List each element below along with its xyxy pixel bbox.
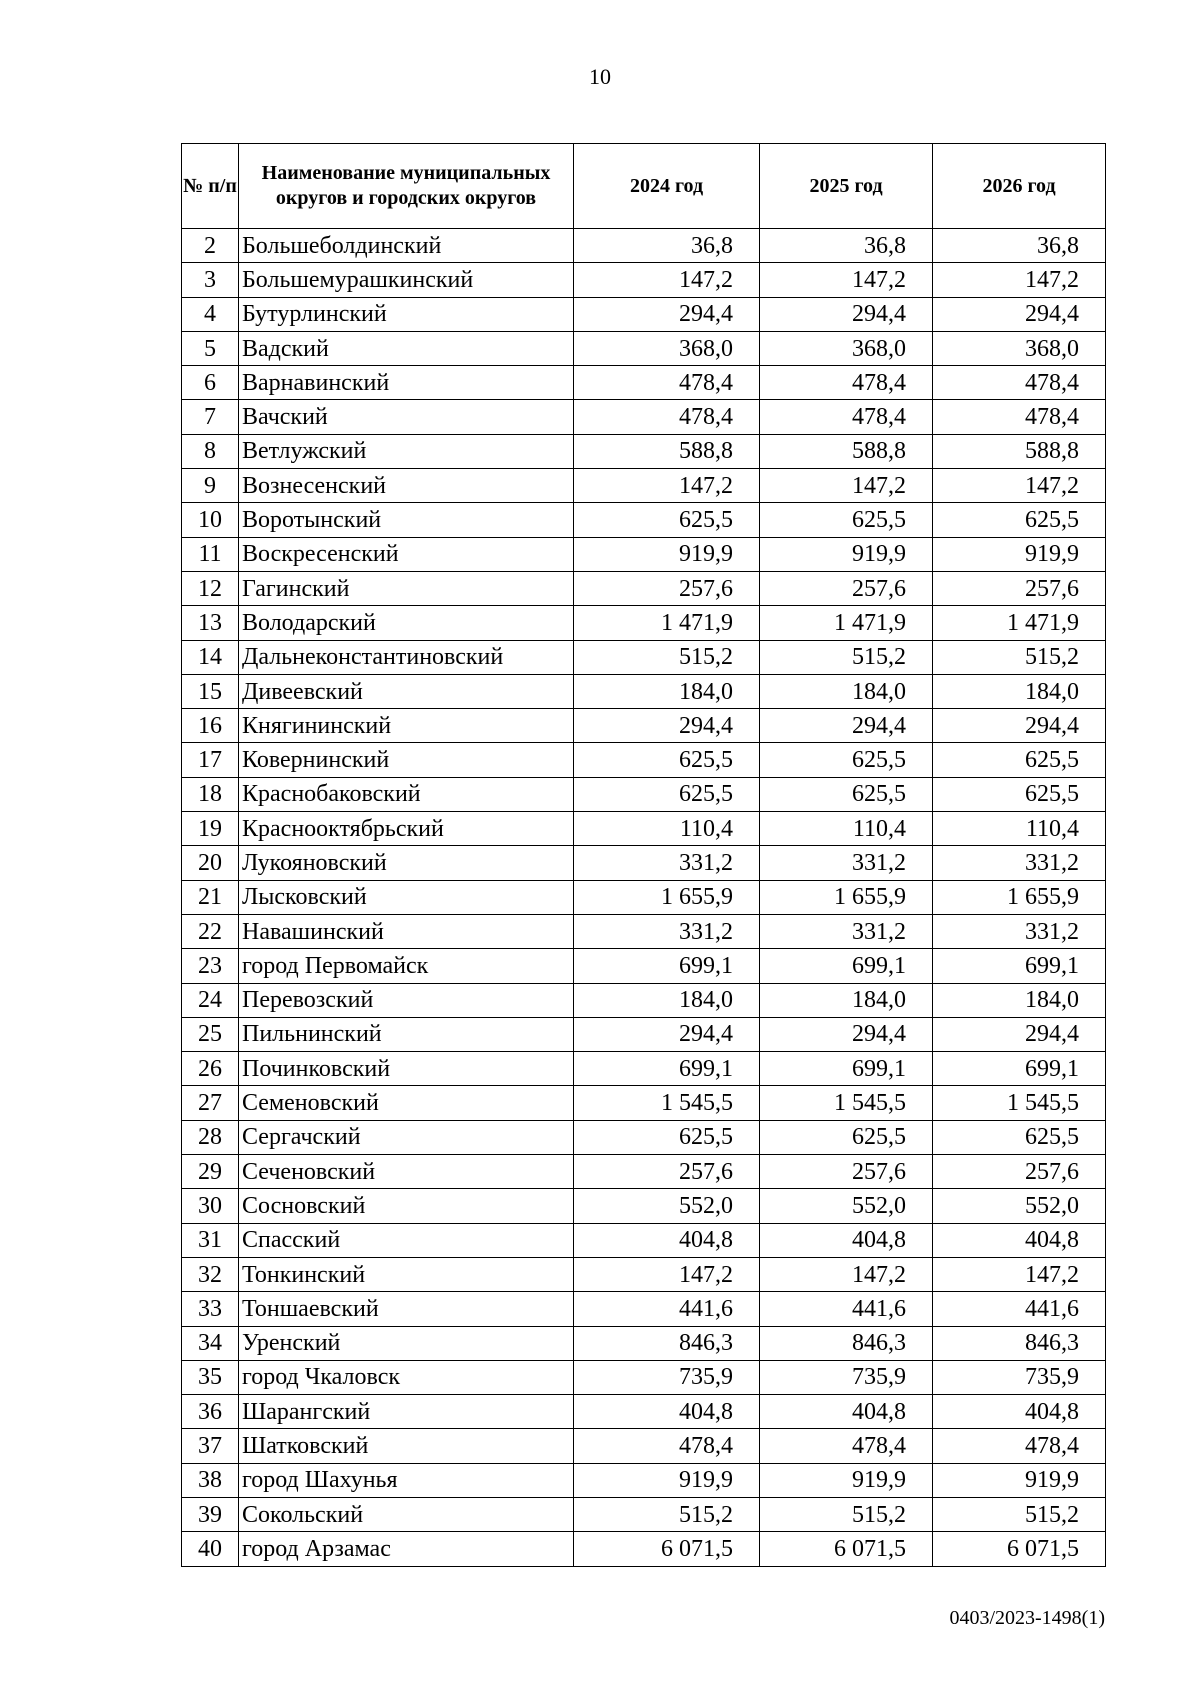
value-2024: 625,5 <box>574 743 760 777</box>
table-row <box>182 537 1106 571</box>
value-2024: 147,2 <box>574 1257 760 1291</box>
value-2026: 110,4 <box>933 812 1106 846</box>
header-2025: 2025 год <box>760 144 933 229</box>
district-name: Лукояновский <box>239 846 574 880</box>
table-row <box>182 1326 1106 1360</box>
value-2026: 368,0 <box>933 331 1106 365</box>
value-2024: 441,6 <box>574 1292 760 1326</box>
table-row <box>182 229 1106 263</box>
table-row <box>182 1223 1106 1257</box>
row-number: 16 <box>182 709 239 743</box>
value-2026: 404,8 <box>933 1395 1106 1429</box>
value-2024: 404,8 <box>574 1223 760 1257</box>
value-2026: 147,2 <box>933 469 1106 503</box>
table-row <box>182 880 1106 914</box>
row-number: 20 <box>182 846 239 880</box>
row-number: 26 <box>182 1052 239 1086</box>
table-row <box>182 1017 1106 1051</box>
value-2026: 919,9 <box>933 537 1106 571</box>
district-name: Ветлужский <box>239 434 574 468</box>
table-row <box>182 434 1106 468</box>
value-2025: 257,6 <box>760 571 933 605</box>
value-2026: 1 471,9 <box>933 606 1106 640</box>
value-2026: 257,6 <box>933 571 1106 605</box>
district-name: Сокольский <box>239 1497 574 1531</box>
district-name: Лысковский <box>239 880 574 914</box>
district-name: Большеболдинский <box>239 229 574 263</box>
table-row <box>182 949 1106 983</box>
value-2026: 404,8 <box>933 1223 1106 1257</box>
district-name: Большемурашкинский <box>239 263 574 297</box>
value-2026: 515,2 <box>933 1497 1106 1531</box>
value-2025: 257,6 <box>760 1155 933 1189</box>
table-row <box>182 366 1106 400</box>
header-number: № п/п <box>182 144 239 229</box>
row-number: 36 <box>182 1395 239 1429</box>
value-2024: 331,2 <box>574 914 760 948</box>
district-name: Навашинский <box>239 914 574 948</box>
row-number: 29 <box>182 1155 239 1189</box>
row-number: 34 <box>182 1326 239 1360</box>
district-name: Шарангский <box>239 1395 574 1429</box>
district-name: Краснобаковский <box>239 777 574 811</box>
value-2024: 478,4 <box>574 400 760 434</box>
table-row <box>182 503 1106 537</box>
district-name: Спасский <box>239 1223 574 1257</box>
row-number: 30 <box>182 1189 239 1223</box>
row-number: 22 <box>182 914 239 948</box>
row-number: 24 <box>182 983 239 1017</box>
value-2026: 294,4 <box>933 297 1106 331</box>
table-row <box>182 263 1106 297</box>
row-number: 12 <box>182 571 239 605</box>
row-number: 8 <box>182 434 239 468</box>
value-2024: 515,2 <box>574 640 760 674</box>
value-2026: 6 071,5 <box>933 1532 1106 1566</box>
row-number: 15 <box>182 674 239 708</box>
row-number: 17 <box>182 743 239 777</box>
row-number: 13 <box>182 606 239 640</box>
district-name: Воскресенский <box>239 537 574 571</box>
district-name: Сергачский <box>239 1120 574 1154</box>
document-code: 0403/2023-1498(1) <box>949 1607 1105 1629</box>
value-2025: 147,2 <box>760 469 933 503</box>
value-2025: 699,1 <box>760 1052 933 1086</box>
table-row <box>182 1052 1106 1086</box>
value-2024: 625,5 <box>574 1120 760 1154</box>
value-2025: 36,8 <box>760 229 933 263</box>
value-2026: 294,4 <box>933 1017 1106 1051</box>
table-row <box>182 331 1106 365</box>
district-name: Гагинский <box>239 571 574 605</box>
table-row <box>182 1086 1106 1120</box>
value-2024: 257,6 <box>574 1155 760 1189</box>
value-2026: 625,5 <box>933 503 1106 537</box>
table-row <box>182 743 1106 777</box>
district-name: Дальнеконстантиновский <box>239 640 574 674</box>
table-row <box>182 1155 1106 1189</box>
value-2026: 147,2 <box>933 1257 1106 1291</box>
value-2026: 147,2 <box>933 263 1106 297</box>
value-2024: 147,2 <box>574 263 760 297</box>
row-number: 25 <box>182 1017 239 1051</box>
value-2024: 625,5 <box>574 777 760 811</box>
value-2026: 1 655,9 <box>933 880 1106 914</box>
district-name: Вознесенский <box>239 469 574 503</box>
value-2025: 478,4 <box>760 1429 933 1463</box>
district-name: Шатковский <box>239 1429 574 1463</box>
table-header-row <box>182 144 1106 229</box>
value-2024: 184,0 <box>574 983 760 1017</box>
row-number: 19 <box>182 812 239 846</box>
district-name: Перевозский <box>239 983 574 1017</box>
value-2026: 294,4 <box>933 709 1106 743</box>
table-row <box>182 1189 1106 1223</box>
table-row <box>182 983 1106 1017</box>
value-2025: 919,9 <box>760 537 933 571</box>
district-name: город Первомайск <box>239 949 574 983</box>
header-2024: 2024 год <box>574 144 760 229</box>
value-2024: 478,4 <box>574 1429 760 1463</box>
district-name: Воротынский <box>239 503 574 537</box>
value-2026: 1 545,5 <box>933 1086 1106 1120</box>
value-2024: 515,2 <box>574 1497 760 1531</box>
value-2026: 478,4 <box>933 400 1106 434</box>
row-number: 32 <box>182 1257 239 1291</box>
value-2025: 699,1 <box>760 949 933 983</box>
value-2025: 147,2 <box>760 1257 933 1291</box>
district-name: Володарский <box>239 606 574 640</box>
district-name: Княгининский <box>239 709 574 743</box>
row-number: 28 <box>182 1120 239 1154</box>
row-number: 39 <box>182 1497 239 1531</box>
table-row <box>182 846 1106 880</box>
value-2026: 184,0 <box>933 983 1106 1017</box>
value-2026: 36,8 <box>933 229 1106 263</box>
row-number: 11 <box>182 537 239 571</box>
table-body <box>182 229 1106 1567</box>
table-row <box>182 571 1106 605</box>
value-2025: 625,5 <box>760 503 933 537</box>
district-name: Варнавинский <box>239 366 574 400</box>
row-number: 35 <box>182 1360 239 1394</box>
value-2024: 1 655,9 <box>574 880 760 914</box>
row-number: 31 <box>182 1223 239 1257</box>
table-row <box>182 400 1106 434</box>
value-2026: 331,2 <box>933 846 1106 880</box>
value-2025: 441,6 <box>760 1292 933 1326</box>
value-2025: 735,9 <box>760 1360 933 1394</box>
district-name: Сеченовский <box>239 1155 574 1189</box>
row-number: 38 <box>182 1463 239 1497</box>
value-2025: 294,4 <box>760 1017 933 1051</box>
value-2024: 919,9 <box>574 537 760 571</box>
value-2024: 478,4 <box>574 366 760 400</box>
table-row <box>182 1497 1106 1531</box>
value-2024: 1 545,5 <box>574 1086 760 1120</box>
value-2025: 588,8 <box>760 434 933 468</box>
value-2026: 478,4 <box>933 1429 1106 1463</box>
value-2025: 478,4 <box>760 366 933 400</box>
table-row <box>182 1360 1106 1394</box>
value-2025: 147,2 <box>760 263 933 297</box>
table-row <box>182 606 1106 640</box>
value-2024: 110,4 <box>574 812 760 846</box>
value-2024: 919,9 <box>574 1463 760 1497</box>
table-row <box>182 640 1106 674</box>
district-name: Бутурлинский <box>239 297 574 331</box>
table-row <box>182 709 1106 743</box>
district-name: город Арзамас <box>239 1532 574 1566</box>
value-2024: 294,4 <box>574 297 760 331</box>
district-name: Починковский <box>239 1052 574 1086</box>
value-2024: 6 071,5 <box>574 1532 760 1566</box>
value-2026: 257,6 <box>933 1155 1106 1189</box>
value-2025: 919,9 <box>760 1463 933 1497</box>
value-2026: 625,5 <box>933 777 1106 811</box>
value-2025: 1 545,5 <box>760 1086 933 1120</box>
value-2025: 110,4 <box>760 812 933 846</box>
header-2026: 2026 год <box>933 144 1106 229</box>
value-2024: 368,0 <box>574 331 760 365</box>
table-row <box>182 297 1106 331</box>
row-number: 40 <box>182 1532 239 1566</box>
value-2024: 846,3 <box>574 1326 760 1360</box>
value-2024: 552,0 <box>574 1189 760 1223</box>
value-2025: 552,0 <box>760 1189 933 1223</box>
value-2024: 735,9 <box>574 1360 760 1394</box>
district-name: Дивеевский <box>239 674 574 708</box>
value-2024: 36,8 <box>574 229 760 263</box>
district-name: город Шахунья <box>239 1463 574 1497</box>
value-2026: 331,2 <box>933 914 1106 948</box>
district-name: Семеновский <box>239 1086 574 1120</box>
table-row <box>182 1120 1106 1154</box>
value-2025: 625,5 <box>760 743 933 777</box>
value-2025: 625,5 <box>760 777 933 811</box>
row-number: 21 <box>182 880 239 914</box>
value-2026: 699,1 <box>933 1052 1106 1086</box>
table-row <box>182 469 1106 503</box>
value-2024: 699,1 <box>574 949 760 983</box>
value-2025: 515,2 <box>760 1497 933 1531</box>
row-number: 23 <box>182 949 239 983</box>
table-row <box>182 1292 1106 1326</box>
value-2026: 478,4 <box>933 366 1106 400</box>
value-2024: 699,1 <box>574 1052 760 1086</box>
value-2024: 147,2 <box>574 469 760 503</box>
row-number: 6 <box>182 366 239 400</box>
district-name: Тоншаевский <box>239 1292 574 1326</box>
header-name: Наименование муниципальных округов и городских округов <box>239 144 574 229</box>
row-number: 14 <box>182 640 239 674</box>
value-2025: 331,2 <box>760 914 933 948</box>
value-2025: 846,3 <box>760 1326 933 1360</box>
table-row <box>182 1532 1106 1566</box>
row-number: 2 <box>182 229 239 263</box>
district-name: Пильнинский <box>239 1017 574 1051</box>
district-name: Тонкинский <box>239 1257 574 1291</box>
district-name: Вадский <box>239 331 574 365</box>
value-2024: 294,4 <box>574 709 760 743</box>
district-name: Уренский <box>239 1326 574 1360</box>
value-2025: 515,2 <box>760 640 933 674</box>
value-2024: 1 471,9 <box>574 606 760 640</box>
value-2025: 1 655,9 <box>760 880 933 914</box>
row-number: 9 <box>182 469 239 503</box>
value-2026: 441,6 <box>933 1292 1106 1326</box>
value-2025: 294,4 <box>760 297 933 331</box>
value-2024: 184,0 <box>574 674 760 708</box>
value-2026: 735,9 <box>933 1360 1106 1394</box>
value-2025: 478,4 <box>760 400 933 434</box>
table-row <box>182 1395 1106 1429</box>
table-row <box>182 812 1106 846</box>
district-name: Вачский <box>239 400 574 434</box>
row-number: 7 <box>182 400 239 434</box>
table-row <box>182 1257 1106 1291</box>
district-name: город Чкаловск <box>239 1360 574 1394</box>
row-number: 5 <box>182 331 239 365</box>
table-row <box>182 777 1106 811</box>
page-number: 10 <box>589 64 611 89</box>
value-2025: 6 071,5 <box>760 1532 933 1566</box>
value-2026: 515,2 <box>933 640 1106 674</box>
value-2025: 368,0 <box>760 331 933 365</box>
value-2026: 699,1 <box>933 949 1106 983</box>
value-2026: 846,3 <box>933 1326 1106 1360</box>
value-2026: 919,9 <box>933 1463 1106 1497</box>
table-row <box>182 1463 1106 1497</box>
value-2024: 588,8 <box>574 434 760 468</box>
value-2024: 257,6 <box>574 571 760 605</box>
value-2025: 404,8 <box>760 1223 933 1257</box>
row-number: 4 <box>182 297 239 331</box>
row-number: 10 <box>182 503 239 537</box>
value-2025: 184,0 <box>760 983 933 1017</box>
value-2025: 184,0 <box>760 674 933 708</box>
row-number: 18 <box>182 777 239 811</box>
district-name: Ковернинский <box>239 743 574 777</box>
value-2024: 625,5 <box>574 503 760 537</box>
value-2026: 184,0 <box>933 674 1106 708</box>
value-2025: 404,8 <box>760 1395 933 1429</box>
value-2025: 625,5 <box>760 1120 933 1154</box>
value-2026: 625,5 <box>933 1120 1106 1154</box>
value-2024: 331,2 <box>574 846 760 880</box>
value-2025: 331,2 <box>760 846 933 880</box>
district-name: Сосновский <box>239 1189 574 1223</box>
table-row <box>182 914 1106 948</box>
table-row <box>182 1429 1106 1463</box>
row-number: 37 <box>182 1429 239 1463</box>
value-2024: 404,8 <box>574 1395 760 1429</box>
table-row <box>182 674 1106 708</box>
row-number: 27 <box>182 1086 239 1120</box>
value-2026: 588,8 <box>933 434 1106 468</box>
row-number: 3 <box>182 263 239 297</box>
row-number: 33 <box>182 1292 239 1326</box>
value-2024: 294,4 <box>574 1017 760 1051</box>
allocation-table <box>181 143 1106 1567</box>
value-2026: 552,0 <box>933 1189 1106 1223</box>
value-2026: 625,5 <box>933 743 1106 777</box>
value-2025: 294,4 <box>760 709 933 743</box>
district-name: Краснооктябрьский <box>239 812 574 846</box>
value-2025: 1 471,9 <box>760 606 933 640</box>
